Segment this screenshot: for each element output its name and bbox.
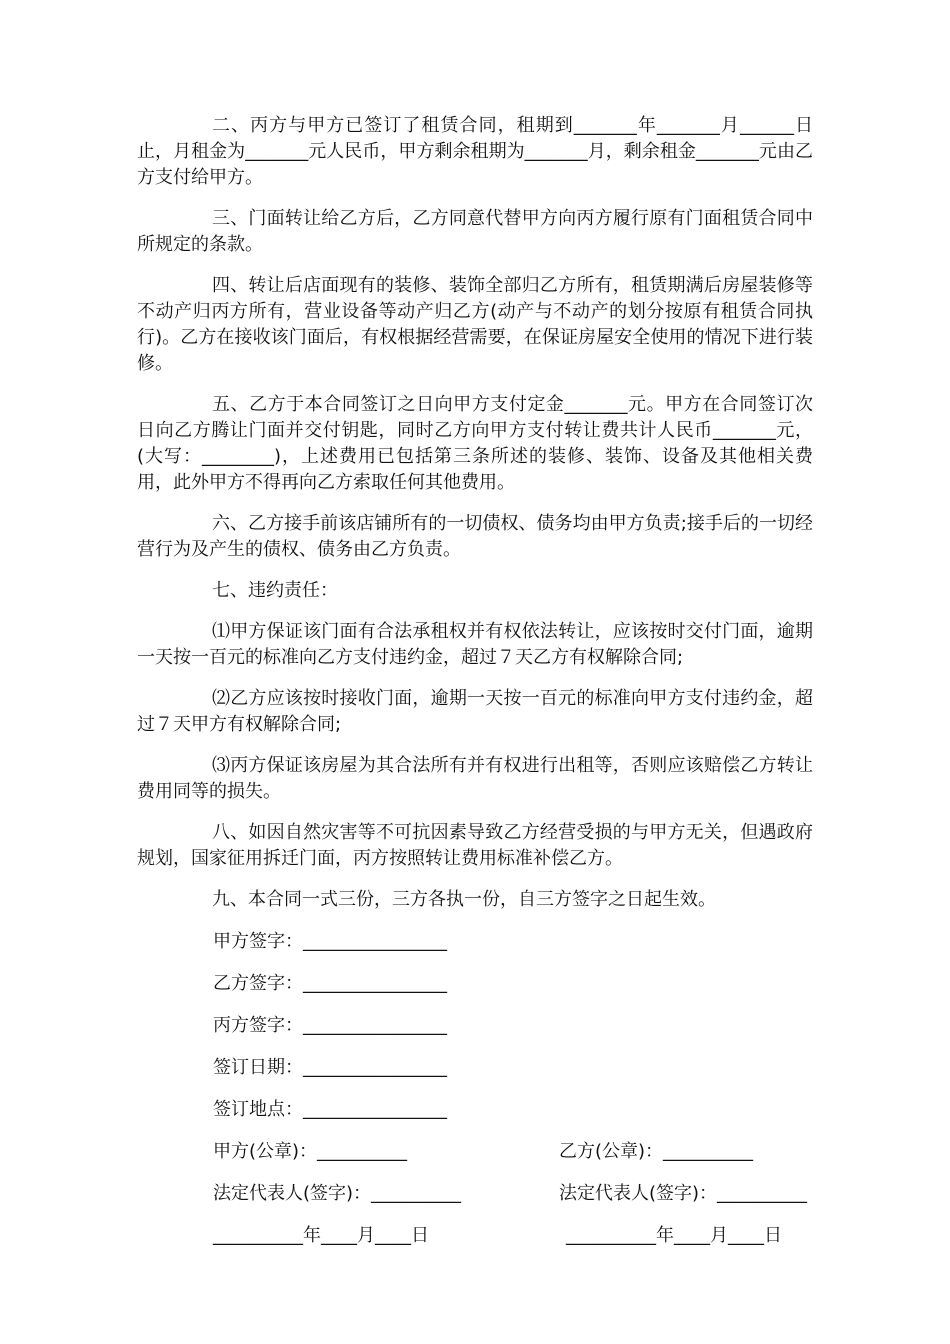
clause-8: 八、如因自然灾害等不可抗因素导致乙方经营受损的与甲方无关，但遇政府规划，国家征用拆迁门面，丙方按照转让费用标准补偿乙方。 bbox=[137, 822, 813, 869]
representative-row bbox=[0, 1181, 950, 1207]
date-row bbox=[0, 1223, 950, 1249]
party-a-date: __________年____月____日 bbox=[213, 1225, 429, 1246]
clause-9: 九、本合同一式三份，三方各执一份，自三方签字之日起生效。 bbox=[212, 889, 716, 910]
party-a-representative: 法定代表人(签字)：__________ bbox=[213, 1183, 462, 1204]
clause-7-item-1: ⑴甲方保证该门面有合法承租权并有权依法转让，应该按时交付门面，逾期一天按一百元的标准向乙方支付违约金，超过７天乙方有权解除合同; bbox=[137, 621, 813, 668]
party-a-seal: 甲方(公章)：__________ bbox=[213, 1141, 408, 1162]
party-b-signature: 乙方签字：________________ bbox=[213, 973, 447, 994]
sign-place: 签订地点：________________ bbox=[213, 1099, 447, 1120]
clause-4: 四、转让后店面现有的装修、装饰全部归乙方所有，租赁期满后房屋装修等不动产归丙方所有，营业设备等动产归乙方(动产与不动产的划分按原有租赁合同执行)。乙方在接收该门面后，有权根据经营需要，在保证房屋安全使用的情况下进行装修。 bbox=[137, 275, 813, 374]
clause-7-item-2: ⑵乙方应该按时接收门面，逾期一天按一百元的标准向甲方支付违约金，超过７天甲方有权解除合同; bbox=[137, 688, 813, 735]
seal-row bbox=[0, 1139, 950, 1165]
clause-3: 三、门面转让给乙方后，乙方同意代替甲方向丙方履行原有门面租赁合同中所规定的条款。 bbox=[137, 208, 813, 255]
clause-2: 二、丙方与甲方已签订了租赁合同，租期到_______年_______月______日止，月租金为_______元人民币，甲方剩余租期为_______月，剩余租金_______元由乙方支付给甲方。 bbox=[137, 115, 813, 188]
sign-date: 签订日期：________________ bbox=[213, 1057, 447, 1078]
party-b-seal: 乙方(公章)：__________ bbox=[559, 1141, 754, 1162]
party-a-signature: 甲方签字：________________ bbox=[213, 931, 447, 952]
party-b-representative: 法定代表人(签字)：__________ bbox=[559, 1183, 808, 1204]
clause-7-item-3: ⑶丙方保证该房屋为其合法所有并有权进行出租等，否则应该赔偿乙方转让费用同等的损失。 bbox=[137, 755, 813, 802]
party-b-date: __________年____月____日 bbox=[566, 1225, 782, 1246]
clause-7-title: 七、违约责任： bbox=[212, 580, 338, 601]
clause-5: 五、乙方于本合同签订之日向甲方支付定金_______元。甲方在合同签订次日向乙方腾让门面并交付钥匙，同时乙方向甲方支付转让费共计人民币_______元，(大写：________)，上述费用已包括第三条所述的装修、装饰、设备及其他相关费用，此外甲方不得再向乙方索取任何其他费用。 bbox=[137, 394, 813, 493]
clause-6: 六、乙方接手前该店铺所有的一切债权、债务均由甲方负责;接手后的一切经营行为及产生的债权、债务由乙方负责。 bbox=[137, 513, 813, 560]
party-c-signature: 丙方签字：________________ bbox=[213, 1015, 447, 1036]
